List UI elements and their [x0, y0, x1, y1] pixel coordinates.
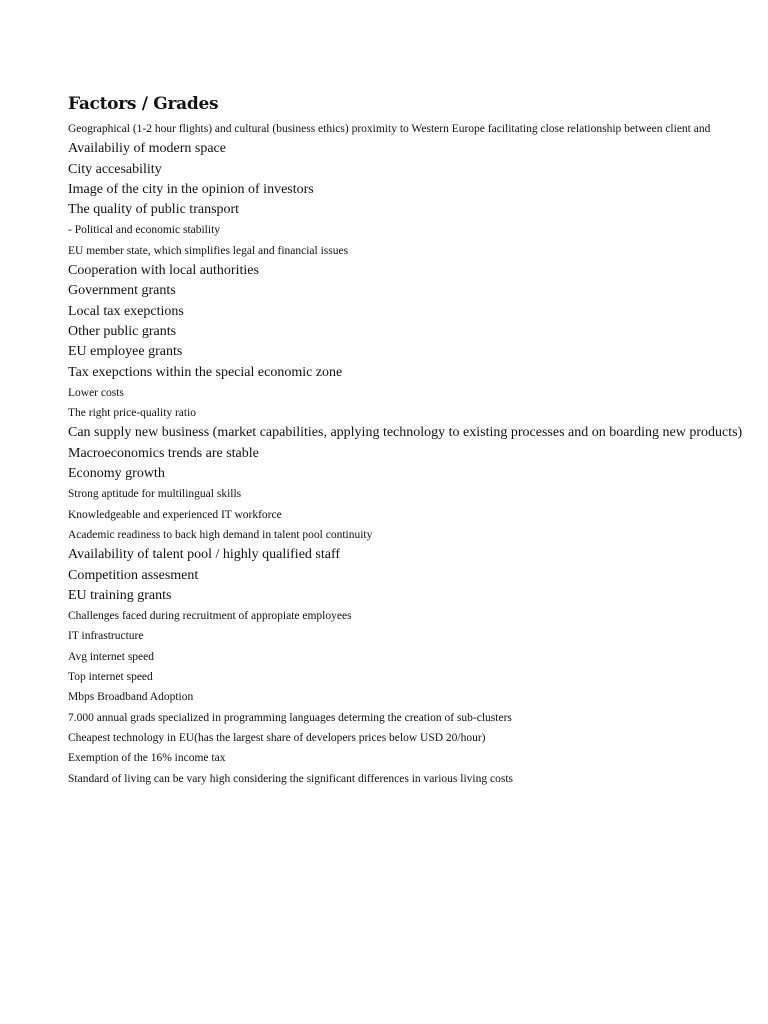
factor-row: - Political and economic stability — [68, 224, 221, 237]
factor-row: 7.000 annual grads specialized in programming languages determing the creation of sub-clusters — [68, 711, 512, 724]
factor-row: Cooperation with local authorities — [68, 263, 259, 279]
factor-row: Can supply new business (market capabilities, applying technology to existing processes and on boarding new products) — [68, 425, 743, 441]
factor-row: IT infrastructure — [68, 630, 144, 643]
factor-row: Standard of living can be vary high considering the significant differences in various living costs — [68, 772, 513, 785]
factor-row: Academic readiness to back high demand in talent pool continuity — [68, 528, 373, 541]
factor-row: Local tax exepctions — [68, 303, 184, 319]
factor-row: The right price-quality ratio — [68, 407, 197, 420]
factor-row: Knowledgeable and experienced IT workforce — [68, 508, 282, 521]
factor-row: EU member state, which simplifies legal and financial issues — [68, 244, 349, 257]
factors-list — [68, 119, 742, 789]
factor-row: Government grants — [68, 283, 176, 299]
factor-row: Avg internet speed — [68, 650, 155, 663]
factor-row: Geographical (1-2 hour flights) and cultural (business ethics) proximity to Western Europe facilitating close relationship between client and — [68, 123, 711, 135]
factor-row: Economy growth — [68, 466, 165, 482]
factor-row: EU employee grants — [68, 344, 183, 360]
factor-row: Macroeconomics trends are stable — [68, 445, 259, 461]
factor-row: The quality of public transport — [68, 202, 240, 218]
factor-row: Tax exepctions within the special economic zone — [68, 364, 343, 380]
factor-row: Challenges faced during recruitment of appropiate employees — [68, 610, 352, 623]
factor-row: Mbps Broadband Adoption — [68, 691, 194, 704]
factor-row: City accesability — [68, 161, 162, 177]
factor-row: Strong aptitude for multilingual skills — [68, 488, 242, 501]
factor-row: Other public grants — [68, 323, 177, 339]
factor-row: Availability of talent pool / highly qualified staff — [68, 547, 341, 563]
factor-row: Image of the city in the opinion of investors — [68, 181, 314, 197]
factor-row: Availabiliy of modern space — [68, 141, 226, 157]
factor-row: Cheapest technology in EU(has the largest share of developers prices below USD 20/hour) — [68, 731, 486, 744]
page-title: Factors / Grades — [68, 94, 219, 114]
factor-row: Competition assesment — [68, 567, 199, 583]
factor-row: Top internet speed — [68, 671, 153, 684]
factor-row: Lower costs — [68, 386, 124, 399]
factor-row: Exemption of the 16% income tax — [68, 752, 226, 765]
factor-row: EU training grants — [68, 587, 172, 603]
